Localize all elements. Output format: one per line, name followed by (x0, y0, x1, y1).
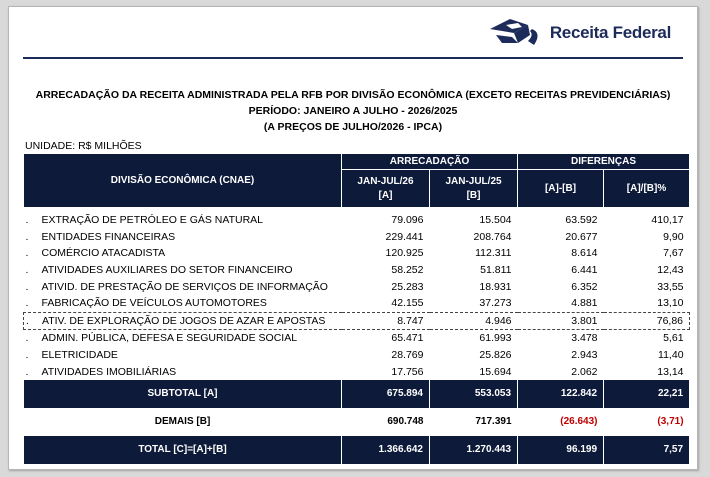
subtotal-diff: 122.842 (518, 380, 604, 408)
cell-b: 112.311 (475, 247, 512, 260)
row-bullet: . (25, 214, 29, 227)
header-arrecadacao: ARRECADAÇÃO (342, 154, 518, 170)
cell-diff: 6.352 (571, 280, 598, 293)
cell-b: 61.993 (479, 332, 512, 345)
cell-diff: 2.943 (571, 349, 598, 362)
cell-b: 15.694 (479, 365, 512, 378)
row-name: ATIVIDADES AUXILIARES DO SETOR FINANCEIRO (41, 264, 293, 277)
table-row (24, 229, 690, 246)
header-col-b-period: JAN-JUL/25 (445, 175, 502, 187)
cell-pct: 13,10 (657, 297, 684, 310)
receita-federal-logo (488, 15, 671, 51)
cell-a: 28.769 (391, 349, 424, 362)
row-bullet: . (25, 297, 29, 310)
cell-diff: 8.614 (571, 247, 598, 260)
total-a: 1.366.642 (342, 436, 430, 464)
title-line-1: ARRECADAÇÃO DA RECEITA ADMINISTRADA PELA RFB POR DIVISÃO ECONÔMICA (EXCETO RECEITAS PREVIDENCIÁRIAS) (35, 89, 671, 101)
total-pct: 7,57 (604, 436, 690, 464)
header-col-a-tag: [A] (378, 189, 393, 201)
header-col-a-period: JAN-JUL/26 (357, 175, 414, 187)
header-col-pct: [A]/[B]% (604, 170, 690, 208)
row-bullet: . (25, 365, 29, 378)
cell-a: 42.155 (391, 297, 424, 310)
demais-pct: (3,71) (657, 416, 684, 428)
subtotal-b: 553.053 (430, 380, 518, 408)
cell-diff: 20.677 (565, 230, 598, 243)
row-bullet: . (25, 264, 29, 277)
cell-a: 25.283 (391, 280, 424, 293)
cell-b: 37.273 (479, 297, 512, 310)
cell-a: 58.252 (391, 264, 424, 277)
cell-b: 18.931 (479, 280, 512, 293)
cell-pct: 7,67 (663, 247, 684, 260)
cell-b: 25.826 (479, 349, 512, 362)
cell-b: 51.811 (480, 264, 512, 277)
row-name: ATIV. DE EXPLORAÇÃO DE JOGOS DE AZAR E APOSTAS (42, 314, 326, 327)
title-line-2: PERÍODO: JANEIRO A JULHO - 2026/2025 (248, 105, 458, 117)
cell-diff: 3.478 (571, 332, 598, 345)
cell-pct: 12,43 (657, 264, 684, 277)
cell-pct: 76,86 (604, 312, 690, 330)
header-col-a (342, 170, 430, 208)
unit-label: UNIDADE: R$ MILHÕES (25, 140, 142, 152)
demais-label: DEMAIS [B] (154, 416, 211, 428)
row-name: ENTIDADES FINANCEIRAS (41, 230, 176, 243)
row-name: ELETRICIDADE (41, 349, 118, 362)
demais-a: 690.748 (387, 416, 424, 428)
table-row (24, 347, 690, 364)
table-row (24, 208, 690, 229)
row-bullet: . (26, 314, 29, 327)
header-diferencas: DIFERENÇAS (518, 154, 690, 170)
demais-b: 717.391 (475, 416, 512, 428)
table-row (24, 295, 690, 312)
cell-pct: 11,40 (658, 349, 684, 362)
document-page (8, 6, 698, 470)
header-division: DIVISÃO ECONÔMICA (CNAE) (24, 154, 342, 208)
row-name: FABRICAÇÃO DE VEÍCULOS AUTOMOTORES (41, 297, 267, 310)
cell-a: 229.441 (385, 230, 424, 243)
row-name: ATIVIDADES IMOBILIÁRIAS (41, 365, 177, 378)
cell-b: 208.764 (473, 230, 512, 243)
cell-a: 8.747 (342, 312, 430, 330)
subtotal-label: SUBTOTAL [A] (24, 380, 342, 408)
total-diff: 96.199 (518, 436, 604, 464)
cell-b: 4.946 (430, 312, 518, 330)
cell-pct: 5,61 (663, 332, 684, 345)
table-row (24, 330, 690, 347)
cell-diff: 3.801 (518, 312, 604, 330)
receita-federal-emblem-icon (488, 15, 546, 51)
subtotal-a: 675.894 (342, 380, 430, 408)
header-col-b (430, 170, 518, 208)
row-name: ADMIN. PÚBLICA, DEFESA E SEGURIDADE SOCIAL (41, 332, 298, 345)
cell-pct: 410,17 (651, 214, 684, 227)
table-row (24, 278, 690, 295)
header-divider (23, 57, 683, 59)
cell-pct: 33,55 (657, 280, 684, 293)
total-label: TOTAL [C]=[A]+[B] (24, 436, 342, 464)
brand-name: Receita Federal (549, 23, 671, 42)
row-bullet: . (25, 349, 29, 362)
cell-pct: 13,14 (657, 365, 684, 378)
report-title (9, 87, 697, 135)
table-row (24, 262, 690, 279)
revenue-table (23, 153, 690, 464)
header-col-diff: [A]-[B] (518, 170, 604, 208)
subtotal-pct: 22,21 (604, 380, 690, 408)
table-row-highlighted (24, 312, 690, 330)
table-row (24, 363, 690, 380)
total-b: 1.270.443 (430, 436, 518, 464)
title-line-3: (A PREÇOS DE JULHO/2026 - IPCA) (263, 121, 443, 133)
cell-diff: 4.881 (571, 297, 598, 310)
cell-a: 17.756 (391, 365, 424, 378)
table-row (24, 245, 690, 262)
cell-diff: 63.592 (565, 214, 598, 227)
row-name: EXTRAÇÃO DE PETRÓLEO E GÁS NATURAL (41, 214, 264, 227)
row-name: COMÉRCIO ATACADISTA (41, 247, 166, 260)
header-col-b-tag: [B] (466, 189, 481, 201)
row-bullet: . (25, 332, 29, 345)
subtotal-row (24, 380, 690, 408)
cell-pct: 9,90 (663, 230, 684, 243)
cell-a: 120.925 (385, 247, 424, 260)
cell-a: 79.096 (391, 214, 424, 227)
total-row (24, 436, 690, 464)
row-name: ATIVID. DE PRESTAÇÃO DE SERVIÇOS DE INFORMAÇÃO (41, 280, 328, 293)
demais-row (24, 408, 690, 436)
row-bullet: . (25, 247, 29, 260)
cell-diff: 2.062 (571, 365, 598, 378)
cell-diff: 6.441 (571, 264, 598, 277)
demais-diff: (26.643) (560, 416, 598, 428)
cell-a: 65.471 (391, 332, 424, 345)
row-bullet: . (25, 230, 29, 243)
row-bullet: . (25, 280, 29, 293)
cell-b: 15.504 (479, 214, 512, 227)
